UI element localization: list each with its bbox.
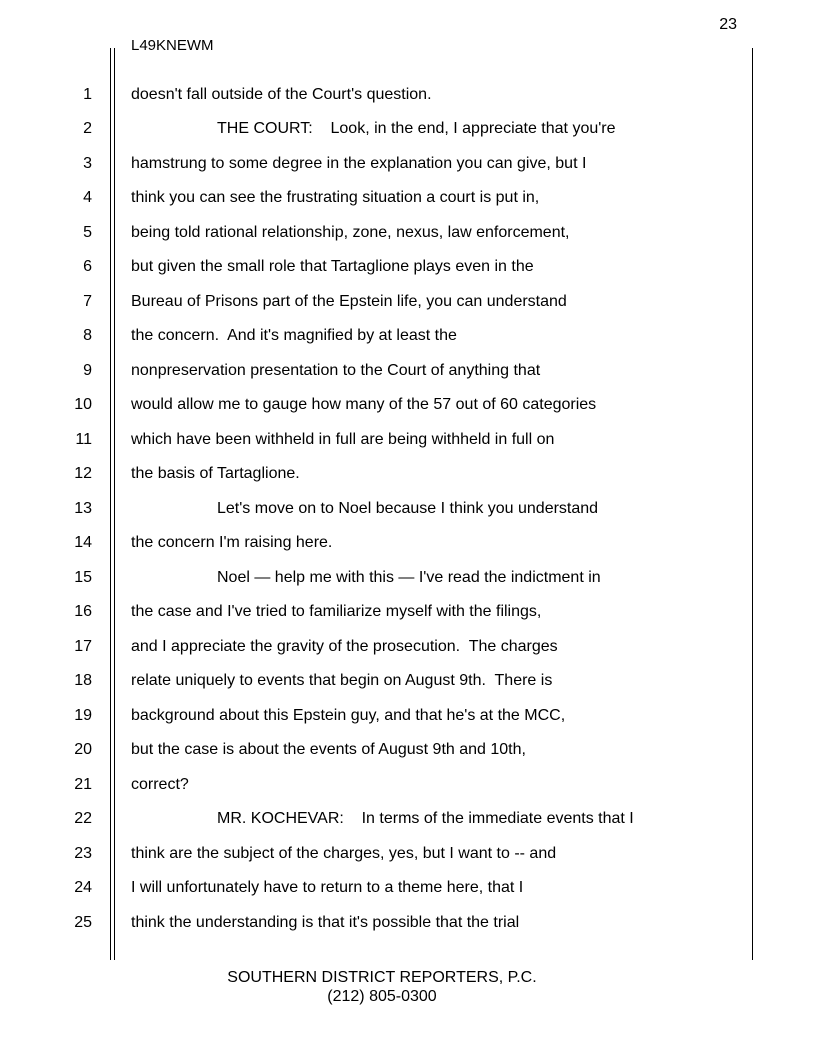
- line-number: 25: [74, 914, 92, 931]
- line-text: but the case is about the events of August 9th and 10th,: [131, 741, 526, 758]
- line-text: the case and I've tried to familiarize myself with the filings,: [131, 603, 542, 620]
- line-text: nonpreservation presentation to the Court of anything that: [131, 362, 541, 379]
- line-number: 7: [83, 293, 92, 310]
- line-text: think are the subject of the charges, yes, but I want to -- and: [131, 845, 557, 862]
- line-text: the concern I'm raising here.: [131, 534, 333, 551]
- line-number: 22: [74, 810, 92, 827]
- line-text: the concern. And it's magnified by at least the: [131, 327, 457, 344]
- line-text: being told rational relationship, zone, nexus, law enforcement,: [131, 224, 570, 241]
- line-text: think you can see the frustrating situation a court is put in,: [131, 189, 540, 206]
- reporter-phone: (212) 805-0300: [327, 988, 437, 1005]
- line-text: relate uniquely to events that begin on August 9th. There is: [131, 672, 553, 689]
- line-number: 9: [83, 362, 92, 379]
- line-text: the basis of Tartaglione.: [131, 465, 300, 482]
- line-text: which have been withheld in full are being withheld in full on: [131, 431, 555, 448]
- line-text: I will unfortunately have to return to a theme here, that I: [131, 879, 524, 896]
- line-text: would allow me to gauge how many of the 57 out of 60 categories: [131, 396, 597, 413]
- line-number: 11: [75, 431, 92, 448]
- line-number: 24: [74, 879, 92, 896]
- line-number: 19: [74, 707, 92, 724]
- page-number: 23: [719, 16, 737, 33]
- line-text: MR. KOCHEVAR: In terms of the immediate events that I: [217, 810, 634, 827]
- line-number: 2: [83, 120, 92, 137]
- left-margin-rule-inner: [114, 48, 115, 960]
- line-text: hamstrung to some degree in the explanation you can give, but I: [131, 155, 587, 172]
- line-number: 1: [83, 86, 92, 103]
- line-number: 16: [74, 603, 92, 620]
- line-number: 10: [74, 396, 92, 413]
- line-number: 21: [74, 776, 92, 793]
- line-text: THE COURT: Look, in the end, I appreciate that you're: [217, 120, 616, 137]
- line-number: 14: [74, 534, 92, 551]
- line-text: Let's move on to Noel because I think you understand: [217, 500, 599, 517]
- line-number: 13: [74, 500, 92, 517]
- case-code-header: L49KNEWM: [131, 37, 214, 54]
- line-text: but given the small role that Tartaglione plays even in the: [131, 258, 534, 275]
- line-number: 8: [83, 327, 92, 344]
- line-text: think the understanding is that it's possible that the trial: [131, 914, 520, 931]
- line-number: 4: [83, 189, 92, 206]
- line-number: 5: [83, 224, 92, 241]
- line-text: background about this Epstein guy, and that he's at the MCC,: [131, 707, 566, 724]
- line-number: 20: [74, 741, 92, 758]
- line-text: Noel — help me with this — I've read the indictment in: [217, 569, 601, 586]
- line-number: 6: [83, 258, 92, 275]
- line-text: and I appreciate the gravity of the prosecution. The charges: [131, 638, 558, 655]
- left-margin-rule-outer: [110, 48, 111, 960]
- line-number: 3: [83, 155, 92, 172]
- line-number: 15: [74, 569, 92, 586]
- line-text: doesn't fall outside of the Court's question.: [131, 86, 432, 103]
- line-text: correct?: [131, 776, 189, 793]
- line-text: Bureau of Prisons part of the Epstein life, you can understand: [131, 293, 567, 310]
- line-number: 18: [74, 672, 92, 689]
- line-number: 23: [74, 845, 92, 862]
- line-number: 12: [74, 465, 92, 482]
- line-number: 17: [74, 638, 92, 655]
- reporter-name: SOUTHERN DISTRICT REPORTERS, P.C.: [227, 969, 537, 986]
- right-margin-rule: [752, 48, 753, 960]
